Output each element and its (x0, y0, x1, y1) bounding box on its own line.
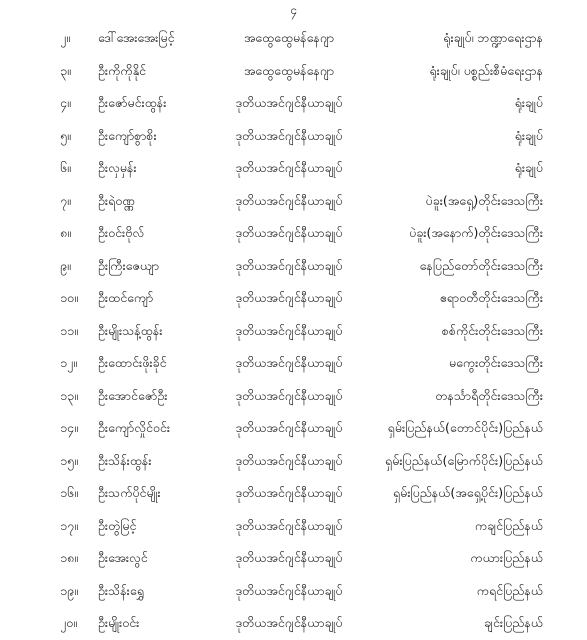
list-item (0, 22, 587, 55)
person-position: ဒုတိယအင်ဂျင်နီယာချုပ် (235, 192, 343, 208)
row-number: ၁၆။ (60, 485, 78, 500)
person-office: ရုံးချုပ်၊ ပစ္စည်းစီမံရေးဌာန (429, 62, 543, 78)
person-position: ဒုတိယအင်ဂျင်နီယာချုပ် (235, 550, 343, 565)
list-item (0, 607, 587, 640)
person-office: ရုံးချုပ် (514, 160, 543, 175)
person-position: အထွေထွေမန်နေဂျာ (243, 62, 335, 78)
person-position: အထွေထွေမန်နေဂျာ (243, 30, 335, 45)
person-name: ဦးလှမှန်း (98, 160, 137, 175)
list-item (0, 120, 587, 153)
person-name: ဦးမျိုးသန့်ထွန်း (98, 322, 163, 338)
row-number: ၁၀။ (60, 290, 78, 305)
row-number: ၉။ (60, 257, 71, 273)
list-item (0, 152, 587, 185)
person-office: ကရင်ပြည်နယ် (476, 582, 543, 598)
row-number: ၁၇။ (60, 517, 78, 533)
person-office: နေပြည်တော်တိုင်းဒေသကြီး (419, 257, 543, 273)
person-office: ပဲခူး(အနောက်)တိုင်းဒေသကြီး (409, 225, 543, 240)
list-item (0, 185, 587, 218)
person-position: ဒုတိယအင်ဂျင်နီယာချုပ် (235, 387, 343, 403)
person-office: ဧရာဝတီတိုင်းဒေသကြီး (439, 290, 543, 305)
person-position: ဒုတိယအင်ဂျင်နီယာချုပ် (235, 290, 343, 305)
person-name: ဦးကြီးဇေယျာ (98, 257, 160, 273)
person-office: စစ်ကိုင်းတိုင်းဒေသကြီး (441, 322, 543, 338)
page-number: ၄ (290, 3, 297, 17)
person-name: ဦးသိန်းထွန်း (98, 452, 152, 468)
row-number: ၄။ (60, 95, 71, 110)
row-number: ၁၁။ (60, 322, 78, 338)
list-item (0, 477, 587, 510)
person-name: ဦးအေးလွင် (98, 550, 148, 565)
person-name: ဦးမျိုးဝင်း (98, 615, 140, 630)
person-office: တနင်္သာရီတိုင်းဒေသကြီး (435, 387, 543, 403)
person-office: ပဲခူး(အရှေ့)တိုင်းဒေသကြီး (425, 192, 543, 208)
person-office: ကချင်ပြည်နယ် (474, 517, 543, 533)
person-position: ဒုတိယအင်ဂျင်နီယာချုပ် (235, 615, 343, 630)
row-number: ၁၅။ (60, 452, 78, 468)
person-position: ဒုတိယအင်ဂျင်နီယာချုပ် (235, 225, 343, 240)
personnel-list (0, 22, 587, 640)
person-name: ဦးဝင်းဗိုလ် (98, 225, 145, 240)
person-office: ကယားပြည်နယ် (470, 550, 543, 565)
row-number: ၈။ (60, 225, 71, 240)
person-name: ဦးထင်ကျော် (98, 290, 154, 305)
person-position: ဒုတိယအင်ဂျင်နီယာချုပ် (235, 322, 343, 338)
list-item (0, 282, 587, 315)
list-item (0, 217, 587, 250)
row-number: ၅။ (60, 127, 71, 143)
list-item (0, 575, 587, 608)
row-number: ၁၃။ (60, 387, 78, 403)
person-office: ချင်းပြည်နယ် (483, 615, 543, 630)
person-name: ဦးကျော်စွာစိုး (98, 127, 157, 143)
list-item (0, 510, 587, 543)
list-item (0, 445, 587, 478)
person-name: ဦးကျော်လှိုင်ဝင်း (98, 420, 171, 435)
person-office: ရုံးချုပ် (514, 127, 543, 143)
row-number: ၁၂။ (60, 355, 77, 370)
row-number: ၂။ (60, 30, 70, 45)
row-number: ၁၄။ (60, 420, 78, 435)
list-item (0, 87, 587, 120)
person-position: ဒုတိယအင်ဂျင်နီယာချုပ် (235, 420, 343, 435)
person-office: ရုံးချုပ် (514, 95, 543, 110)
list-item (0, 55, 587, 88)
list-item (0, 542, 587, 575)
person-position: ဒုတိယအင်ဂျင်နီယာချုပ် (235, 452, 343, 468)
person-position: ဒုတိယအင်ဂျင်နီယာချုပ် (235, 485, 343, 500)
list-item (0, 347, 587, 380)
list-item (0, 380, 587, 413)
person-name: ဦးအောင်ဇော်ဦး (98, 387, 168, 403)
list-item (0, 315, 587, 348)
person-position: ဒုတိယအင်ဂျင်နီယာချုပ် (235, 257, 343, 273)
row-number: ၇။ (60, 192, 71, 208)
row-number: ၁၈။ (60, 550, 78, 565)
person-office: ရုံးချုပ်၊ ဘဏ္ဍာရေးဌာန (443, 30, 543, 45)
person-name: ဦးရဲဝဏ္ဏ (98, 192, 135, 208)
person-position: ဒုတိယအင်ဂျင်နီယာချုပ် (235, 127, 343, 143)
person-office: ရှမ်းပြည်နယ်(တောင်ပိုင်း)ပြည်နယ် (387, 420, 543, 435)
person-office: ရှမ်းပြည်နယ်(မြောက်ပိုင်း)ပြည်နယ် (385, 452, 543, 468)
person-office: မကွေးတိုင်းဒေသကြီး (448, 355, 543, 370)
list-item (0, 412, 587, 445)
person-position: ဒုတိယအင်ဂျင်နီယာချုပ် (235, 582, 343, 598)
list-item (0, 250, 587, 283)
person-name: ဦးသက်ပိုင်မျိုး (98, 485, 161, 500)
person-name: ဦးထောင်းဖိုးခိုင် (98, 355, 167, 370)
person-office: ရှမ်းပြည်နယ်(အရှေ့ပိုင်း)ပြည်နယ် (393, 485, 543, 500)
person-position: ဒုတိယအင်ဂျင်နီယာချုပ် (235, 355, 343, 370)
row-number: ၆။ (60, 160, 71, 175)
person-name: ဒေါ်အေးအေးမြင့် (98, 30, 175, 45)
row-number: ၂၀။ (60, 615, 77, 630)
person-name: ဦးဇော်မင်းထွန်း (98, 95, 167, 110)
person-position: ဒုတိယအင်ဂျင်နီယာချုပ် (235, 517, 343, 533)
row-number: ၃။ (60, 62, 71, 78)
person-position: ဒုတိယအင်ဂျင်နီယာချုပ် (235, 160, 343, 175)
person-name: ဦးကိုကိုနိုင် (98, 62, 146, 78)
person-name: ဦးသိန်းရွှေ (98, 582, 145, 598)
person-name: ဦးတွဲမြင့် (98, 517, 137, 533)
row-number: ၁၉။ (60, 582, 78, 598)
person-position: ဒုတိယအင်ဂျင်နီယာချုပ် (235, 95, 343, 110)
